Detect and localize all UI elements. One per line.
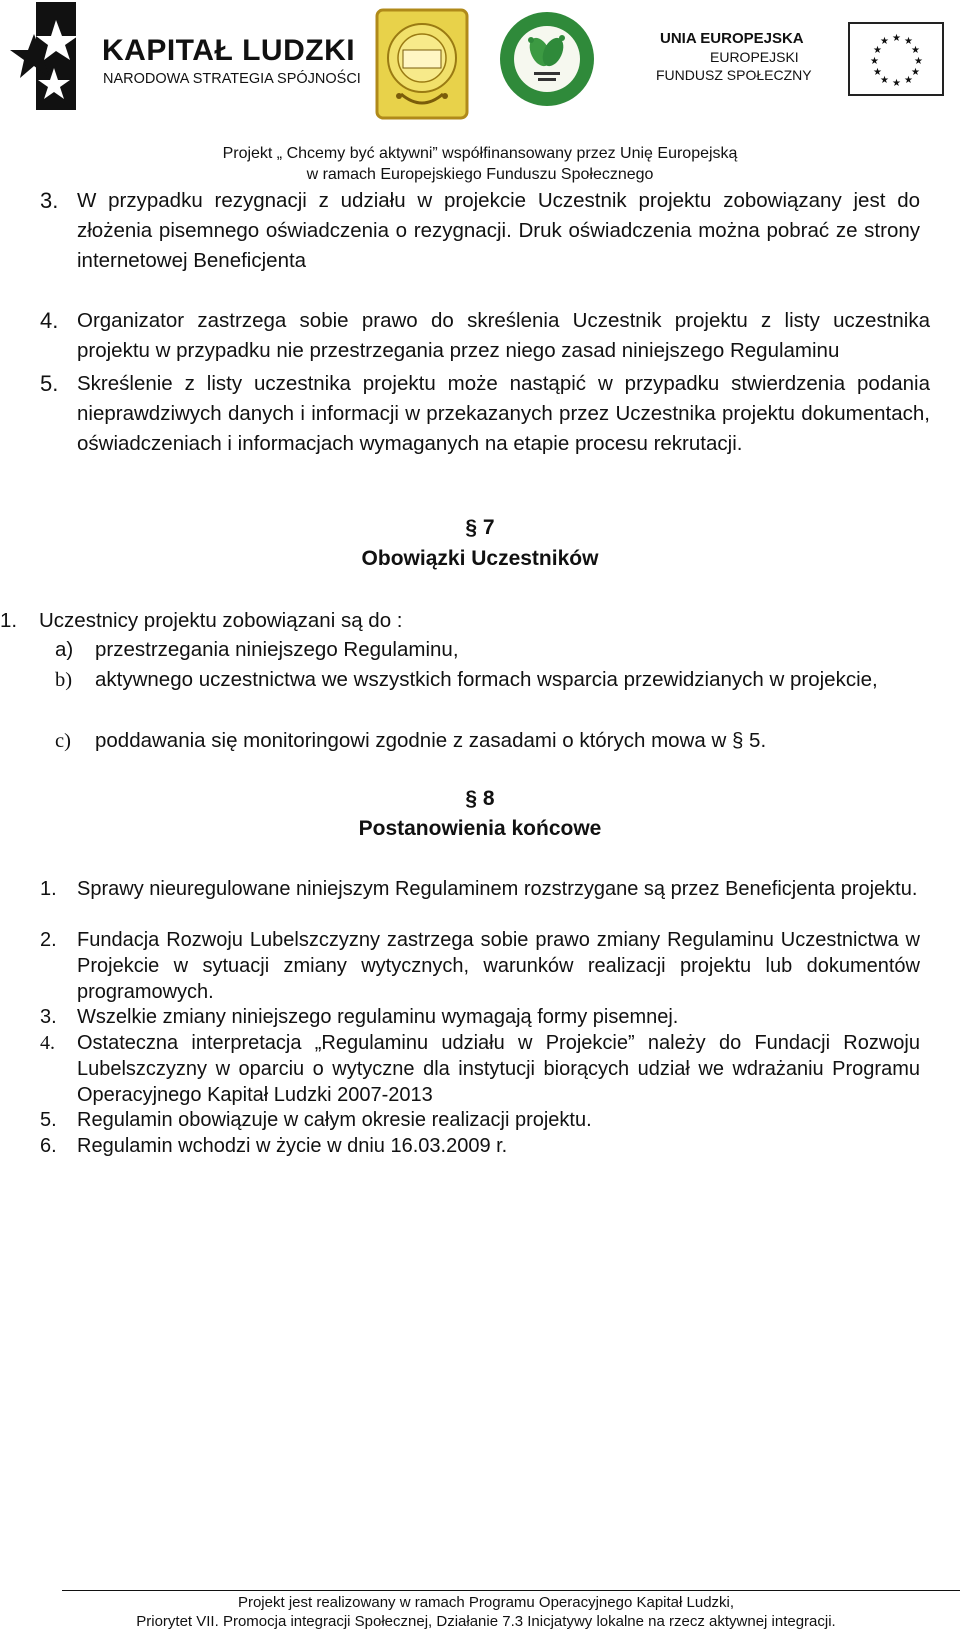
kapital-ludzki-logo — [6, 2, 361, 114]
footer-line-1: Projekt jest realizowany w ramach Programu Operacyjnego Kapitał Ludzki, — [237, 1594, 735, 1611]
kapital-ludzki-star-logo-icon — [6, 2, 102, 114]
item-number: 2. — [40, 929, 57, 951]
list-item: Regulamin obowiązuje w całym okresie realizacji projektu. — [77, 1109, 592, 1131]
item-letter: c) — [55, 730, 71, 752]
list-item: Organizator zastrzega sobie prawo do skreślenia Uczestnik projektu z listy uczestnika projektu w przypadku nie przestrzegania przez niego zasad niniejszego Regulaminu — [77, 309, 930, 362]
list-item: Skreślenie z listy uczestnika projektu może nastąpić w przypadku stwierdzenia podania nieprawdziwych danych i informacji w przekazanych przez Uczestnika projektu dokumentach, oświadczeniach i informacjach wymaganych na etapie procesu rekrutacji. — [77, 372, 930, 455]
svg-text:★: ★ — [873, 67, 882, 78]
svg-text:★: ★ — [892, 33, 901, 44]
list-item: przestrzegania niniejszego Regulaminu, — [95, 638, 459, 661]
item-number: 5. — [40, 371, 59, 396]
footer-divider — [62, 1590, 960, 1591]
section-number: § 7 — [465, 516, 495, 539]
list-item: aktywnego uczestnictwa we wszystkich formach wsparcia przewidzianych w projekcie, — [95, 668, 878, 691]
item-number: 5. — [40, 1109, 57, 1131]
item-letter: b) — [55, 669, 73, 691]
list-intro: Uczestnicy projektu zobowiązani są do : — [39, 609, 403, 632]
svg-text:★: ★ — [880, 36, 889, 47]
list-item: Regulamin wchodzi w życie w dniu 16.03.2009 r. — [77, 1135, 508, 1157]
list-item: poddawania się monitoringowi zgodnie z zasadami o których mowa w § 5. — [95, 729, 767, 752]
svg-text:★: ★ — [892, 78, 901, 89]
list-item: W przypadku rezygnacji z udziału w projekcie Uczestnik projektu zobowiązany jest do złożenia pisemnego oświadczenia o rezygnacji. Druk oświadczenia można pobrać ze strony internetowej Beneficjenta — [77, 189, 920, 272]
project-line-1: Projekt „ Chcemy być aktywni” współfinansowany przez Unię Europejską — [222, 145, 738, 162]
list-item: Fundacja Rozwoju Lubelszczyzny zastrzega sobie prawo zmiany Regulaminu Uczestnictwa w Projekcie w sytuacji zmiany wytycznych, warunków realizacji projektu lub dokumentów programowych. — [77, 929, 920, 1003]
item-number: 1. — [40, 878, 57, 900]
item-number: 3. — [40, 188, 59, 213]
section-title: Obowiązki Uczestników — [361, 547, 599, 570]
item-number: 1. — [0, 609, 18, 632]
svg-text:★: ★ — [904, 36, 913, 47]
svg-text:★: ★ — [914, 56, 923, 67]
list-item: Ostateczna interpretacja „Regulaminu udziału w Projekcie” należy do Fundacji Rozwoju Lubelszczyzny w oparciu o wytyczne dla instytucji biorących udział we wdrażaniu Programu Operacyjnego Kapitał Ludzki 2007-2013 — [77, 1032, 920, 1106]
item-number: 4. — [40, 308, 59, 333]
svg-text:★: ★ — [904, 75, 913, 86]
list-item: Sprawy nieuregulowane niniejszym Regulaminem rozstrzygane są przez Beneficjenta projektu. — [77, 878, 918, 900]
project-line-2: w ramach Europejskiego Funduszu Społecznego — [306, 166, 654, 183]
list-item: Wszelkie zmiany niniejszego regulaminu wymagają formy pisemnej. — [77, 1006, 679, 1028]
fundacja-rozwoju-lubelszczyzny-seal-icon — [498, 10, 596, 108]
svg-text:★: ★ — [880, 75, 889, 86]
ue-line1: UNIA EUROPEJSKA — [660, 30, 804, 47]
item-number: 3. — [40, 1006, 57, 1028]
section-number: § 8 — [465, 787, 495, 810]
ue-line3: FUNDUSZ SPOŁECZNY — [656, 67, 812, 83]
ue-line2: EUROPEJSKI — [710, 49, 799, 65]
footer-line-2: Priorytet VII. Promocja integracji Społecznej, Działanie 7.3 Inicjatywy lokalne na rzecz aktywnej integracji. — [136, 1613, 836, 1630]
svg-text:★: ★ — [873, 45, 882, 56]
logo-subtitle: NARODOWA STRATEGIA SPÓJNOŚCI — [103, 71, 361, 87]
logo-title: KAPITAŁ LUDZKI — [102, 34, 356, 67]
section-title: Postanowienia końcowe — [358, 817, 602, 840]
award-badge-logo-icon — [375, 8, 469, 120]
item-letter: a) — [55, 638, 74, 661]
svg-text:★: ★ — [911, 45, 920, 56]
svg-text:★: ★ — [911, 67, 920, 78]
item-number: 4. — [40, 1032, 55, 1054]
eu-flag-icon — [848, 22, 944, 96]
svg-text:★: ★ — [870, 56, 879, 67]
item-number: 6. — [40, 1135, 57, 1157]
